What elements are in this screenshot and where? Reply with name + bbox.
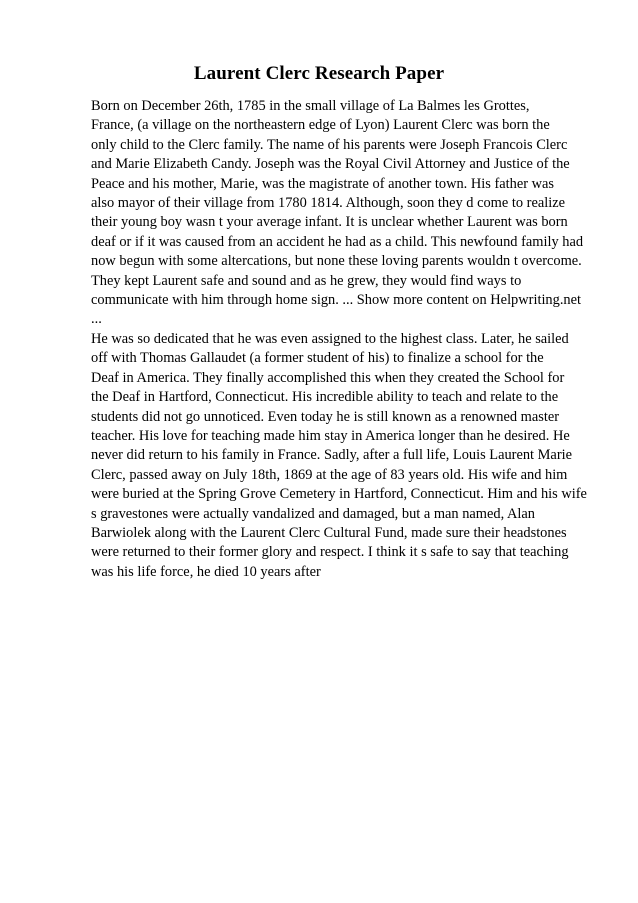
body-line-13: He was so dedicated that he was even assigned to the highest class. Later, he sailed bbox=[91, 330, 569, 347]
body-line-8: deaf or if it was caused from an accident he had as a child. This newfound family had bbox=[91, 233, 584, 250]
body-line-14: off with Thomas Gallaudet (a former student of his) to finalize a school for the bbox=[91, 350, 544, 367]
body-line-19: never did return to his family in France. Sadly, after a full life, Louis Laurent Marie bbox=[91, 447, 572, 464]
body-line-2: France, (a village on the northeastern edge of Lyon) Laurent Clerc was born the bbox=[91, 117, 550, 134]
body-line-5: Peace and his mother, Marie, was the magistrate of another town. His father was bbox=[91, 175, 554, 192]
body-line-12: ... bbox=[91, 311, 102, 328]
body-line-16: the Deaf in Hartford, Connecticut. His incredible ability to teach and relate to the bbox=[91, 389, 559, 406]
body-line-21: were buried at the Spring Grove Cemetery in Hartford, Connecticut. Him and his wife bbox=[91, 486, 587, 503]
document-title: Laurent Clerc Research Paper bbox=[193, 63, 445, 84]
body-line-6: also mayor of their village from 1780 1814. Although, soon they d come to realize bbox=[91, 195, 565, 212]
body-line-3: only child to the Clerc family. The name of his parents were Joseph Francois Clerc bbox=[91, 136, 568, 153]
body-line-20: Clerc, passed away on July 18th, 1869 at the age of 83 years old. His wife and him bbox=[91, 466, 568, 483]
body-line-9: now begun with some altercations, but none these loving parents wouldn t overcome. bbox=[91, 253, 582, 270]
body-line-25: was his life force, he died 10 years after bbox=[91, 563, 321, 580]
body-line-18: teacher. His love for teaching made him stay in America longer than he desired. He bbox=[91, 427, 570, 444]
body-line-10: They kept Laurent safe and sound and as he grew, they would find ways to bbox=[91, 272, 522, 289]
body-line-11: communicate with him through home sign. ... Show more content on Helpwriting.net bbox=[91, 292, 582, 309]
body-line-1: Born on December 26th, 1785 in the small village of La Balmes les Grottes, bbox=[91, 98, 530, 114]
body-line-7: their young boy wasn t your average infant. It is unclear whether Laurent was born bbox=[91, 214, 568, 231]
document-body bbox=[91, 97, 611, 582]
body-line-15: Deaf in America. They finally accomplished this when they created the School for bbox=[91, 369, 565, 386]
body-line-22: s gravestones were actually vandalized and damaged, but a man named, Alan bbox=[91, 505, 535, 522]
body-line-23: Barwiolek along with the Laurent Clerc Cultural Fund, made sure their headstones bbox=[91, 524, 567, 541]
body-line-24: were returned to their former glory and respect. I think it s safe to say that teaching bbox=[91, 544, 569, 561]
body-line-4: and Marie Elizabeth Candy. Joseph was the Royal Civil Attorney and Justice of the bbox=[91, 156, 570, 173]
body-line-17: students did not go unnoticed. Even today he is still known as a renowned master bbox=[91, 408, 560, 425]
